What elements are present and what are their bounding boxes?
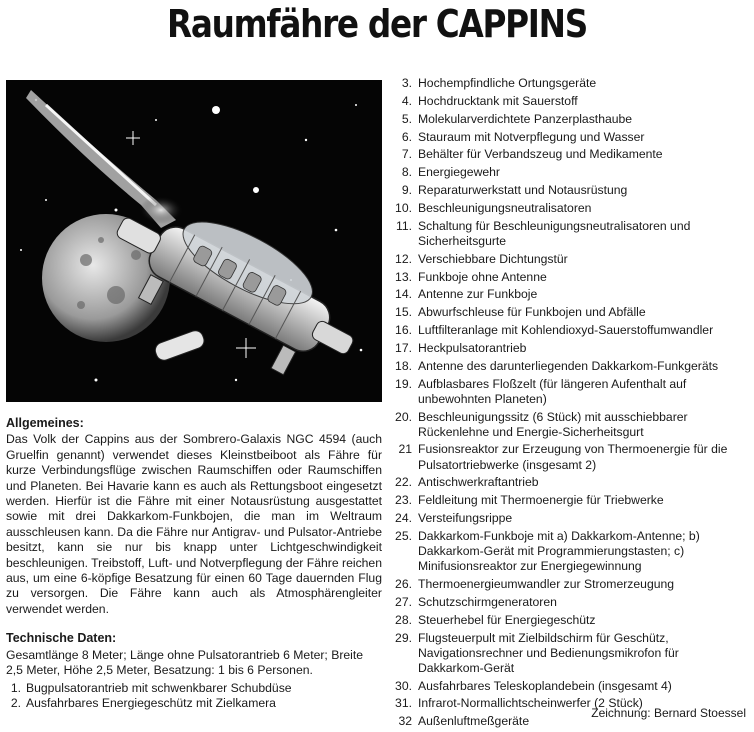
list-item-number: 31. xyxy=(395,696,412,711)
list-item-number: 14. xyxy=(395,287,412,302)
list-item-text: Verschiebbare Dichtungstür xyxy=(418,251,568,266)
list-item-number: 32 xyxy=(398,714,412,729)
list-item-number: 25. xyxy=(395,528,412,543)
list-item-text: Antischwerkraftantrieb xyxy=(418,475,539,490)
list-item xyxy=(386,287,746,302)
list-item-text: Dakkarkom-Funkboje mit a) Dakkarkom-Antenne; b) Dakkarkom-Gerät mit Programmierungstasten; c) Minifusionsreaktor zur Energiegewinnung xyxy=(418,528,700,574)
list-item-text: Hochdrucktank mit Sauerstoff xyxy=(418,93,578,108)
list-item-number: 24. xyxy=(395,511,412,526)
list-item-text: Infrarot-Normallichtscheinwerfer (2 Stück) xyxy=(418,696,643,711)
list-item-text: Luftfilteranlage mit Kohlendioxyd-Sauerstoffumwandler xyxy=(418,323,714,338)
list-item-number: 12. xyxy=(395,251,412,266)
list-item-text: Antenne zur Funkboje xyxy=(418,287,538,302)
list-item xyxy=(386,341,746,356)
technical-heading: Technische Daten: xyxy=(6,631,117,646)
list-item-number: 30. xyxy=(395,678,412,693)
list-item-text: Abwurfschleuse für Funkbojen und Abfälle xyxy=(418,305,646,320)
list-item-number: 23. xyxy=(395,493,412,508)
list-item-number: 15. xyxy=(395,305,412,320)
list-item-text: Aufblasbares Floßzelt (für längeren Aufenthalt auf unbewohnten Planeten) xyxy=(418,376,687,406)
list-item-text: Ausfahrbares Energiegeschütz mit Zielkamera xyxy=(26,695,276,710)
spaceship-illustration xyxy=(6,80,382,402)
list-item xyxy=(386,577,746,592)
list-item-number: 19. xyxy=(395,376,412,391)
list-item xyxy=(386,529,746,574)
page-title: Raumfähre der CAPPINS xyxy=(167,2,587,46)
list-item xyxy=(386,270,746,285)
technical-text: Gesamtlänge 8 Meter; Länge ohne Pulsatorantrieb 6 Meter; Breite 2,5 Meter, Höhe 2,5 Meter, Besatzung: 1 bis 6 Personen. xyxy=(6,647,364,678)
list-item-text: Ausfahrbares Teleskoplandebein (insgesamt 4) xyxy=(418,678,672,693)
list-item xyxy=(386,631,746,676)
list-item xyxy=(386,442,746,472)
list-item xyxy=(386,323,746,338)
list-item xyxy=(6,681,382,696)
list-item xyxy=(386,201,746,216)
list-item-text: Antenne des darunterliegenden Dakkarkom-Funkgeräts xyxy=(418,358,719,373)
list-item-text: Bugpulsatorantrieb mit schwenkbarer Schubdüse xyxy=(26,680,292,695)
list-item-text: Schaltung für Beschleunigungsneutralisatoren und Sicherheitsgurte xyxy=(418,218,691,248)
list-item xyxy=(386,76,746,91)
list-item-number: 5. xyxy=(401,111,412,126)
list-item xyxy=(386,112,746,127)
list-item-number: 3. xyxy=(401,76,412,90)
list-item-number: 6. xyxy=(401,129,412,144)
list-item-text: Schutzschirmgeneratoren xyxy=(418,594,557,609)
list-item-text: Energiegewehr xyxy=(418,165,500,180)
list-item-number: 20. xyxy=(395,409,412,424)
list-item-number: 29. xyxy=(395,630,412,645)
list-item-number: 16. xyxy=(395,323,412,338)
list-item xyxy=(386,511,746,526)
list-item-number: 22. xyxy=(395,475,412,490)
list-item-text: Flugsteuerpult mit Zielbildschirm für Geschütz, Navigationsrechner und Bedienungsmikrofon für Dakkarkom-Gerät xyxy=(418,630,679,675)
list-item-text: Heckpulsatorantrieb xyxy=(418,340,527,355)
list-item xyxy=(386,130,746,145)
general-text: Das Volk der Cappins aus der Sombrero-Galaxis NGC 4594 (auch Gruelfin genannt) verwendet dieses Kleinstbeiboot als Fähre für kurze Verbindungsflüge zwischen Raumschiffen oder Raumschiffen und Planeten. Bei Havarie kann es auch als Rettungsboot eingesetzt werden. Hierfür ist die Fähre mit einer Notausrüstung ausgestattet sowie mit drei Dakkarkom-Funkbojen, die man im Weltraum ausschleusen kann. Da die Fähre nur Antigrav- und Pulsator-Antriebe besitzt, kann sie nur bis knapp unter Lichtgeschwindigkeit beschleunigen. Treibstoff, Luft- und Notverpflegung der Fähre reichen aus, um eine 6-köpfige Besatzung für einen 60 Tage dauernden Flug zu versorgen. Die Fähre kann auch als Atmosphärengleiter verwendet werden. xyxy=(6,432,382,616)
list-item-text: Versteifungsrippe xyxy=(418,511,513,526)
list-item xyxy=(386,679,746,694)
list-item xyxy=(386,493,746,508)
list-item-number: 1. xyxy=(10,680,21,695)
list-item-number: 10. xyxy=(395,200,412,215)
list-item xyxy=(386,410,746,440)
list-item-text: Fusionsreaktor zur Erzeugung von Thermoenergie für die Pulsatortriebwerke (insgesamt 2) xyxy=(418,442,728,472)
list-item-number: 17. xyxy=(395,340,412,355)
illustration-credit: Zeichnung: Bernard Stoessel xyxy=(591,706,746,720)
list-item-text: Steuerhebel für Energiegeschütz xyxy=(418,612,596,627)
list-item-text: Hochempfindliche Ortungsgeräte xyxy=(418,76,597,90)
list-item xyxy=(386,252,746,267)
list-item-number: 2. xyxy=(10,695,21,710)
list-item-number: 9. xyxy=(401,183,412,198)
list-item-text: Beschleunigungsneutralisatoren xyxy=(418,200,592,215)
list-item-number: 13. xyxy=(395,269,412,284)
list-item xyxy=(386,305,746,320)
list-item-text: Reparaturwerkstatt und Notausrüstung xyxy=(418,183,628,198)
list-item-text: Molekularverdichtete Panzerplasthaube xyxy=(418,111,633,126)
list-item-text: Behälter für Verbandszeug und Medikamente xyxy=(418,147,663,162)
list-item-number: 8. xyxy=(401,165,412,180)
list-item-number: 11. xyxy=(395,218,412,233)
list-item xyxy=(386,219,746,249)
list-item xyxy=(386,359,746,374)
list-item-number: 7. xyxy=(401,147,412,162)
right-column xyxy=(386,76,746,732)
general-heading: Allgemeines: xyxy=(6,416,84,430)
list-item xyxy=(6,696,382,711)
list-item-number: 27. xyxy=(395,594,412,609)
list-item-text: Stauraum mit Notverpflegung und Wasser xyxy=(418,129,645,144)
list-item-text: Beschleunigungssitz (6 Stück) mit ausschiebbarer Rückenlehne und Energie-Sicherheitsgurt xyxy=(418,409,688,439)
list-item-number: 28. xyxy=(395,612,412,627)
list-item-number: 26. xyxy=(395,576,412,591)
list-item xyxy=(386,94,746,109)
list-item xyxy=(386,613,746,628)
list-item-text: Funkboje ohne Antenne xyxy=(418,269,547,284)
list-item-text: Thermoenergieumwandler zur Stromerzeugung xyxy=(418,576,675,591)
list-item xyxy=(386,183,746,198)
list-item-number: 4. xyxy=(401,93,412,108)
left-column xyxy=(6,416,382,711)
list-item-number: 21 xyxy=(398,442,412,457)
list-item xyxy=(386,595,746,610)
list-item xyxy=(386,475,746,490)
list-item xyxy=(386,377,746,407)
list-item xyxy=(386,147,746,162)
list-item-text: Feldleitung mit Thermoenergie für Triebwerke xyxy=(418,493,664,508)
spaceship-illustration-icon xyxy=(6,80,382,402)
list-item xyxy=(386,165,746,180)
list-item-text: Außenluftmeßgeräte xyxy=(418,714,530,729)
left-component-list xyxy=(6,681,382,712)
list-item-number: 18. xyxy=(395,358,412,373)
right-component-list xyxy=(386,76,746,729)
